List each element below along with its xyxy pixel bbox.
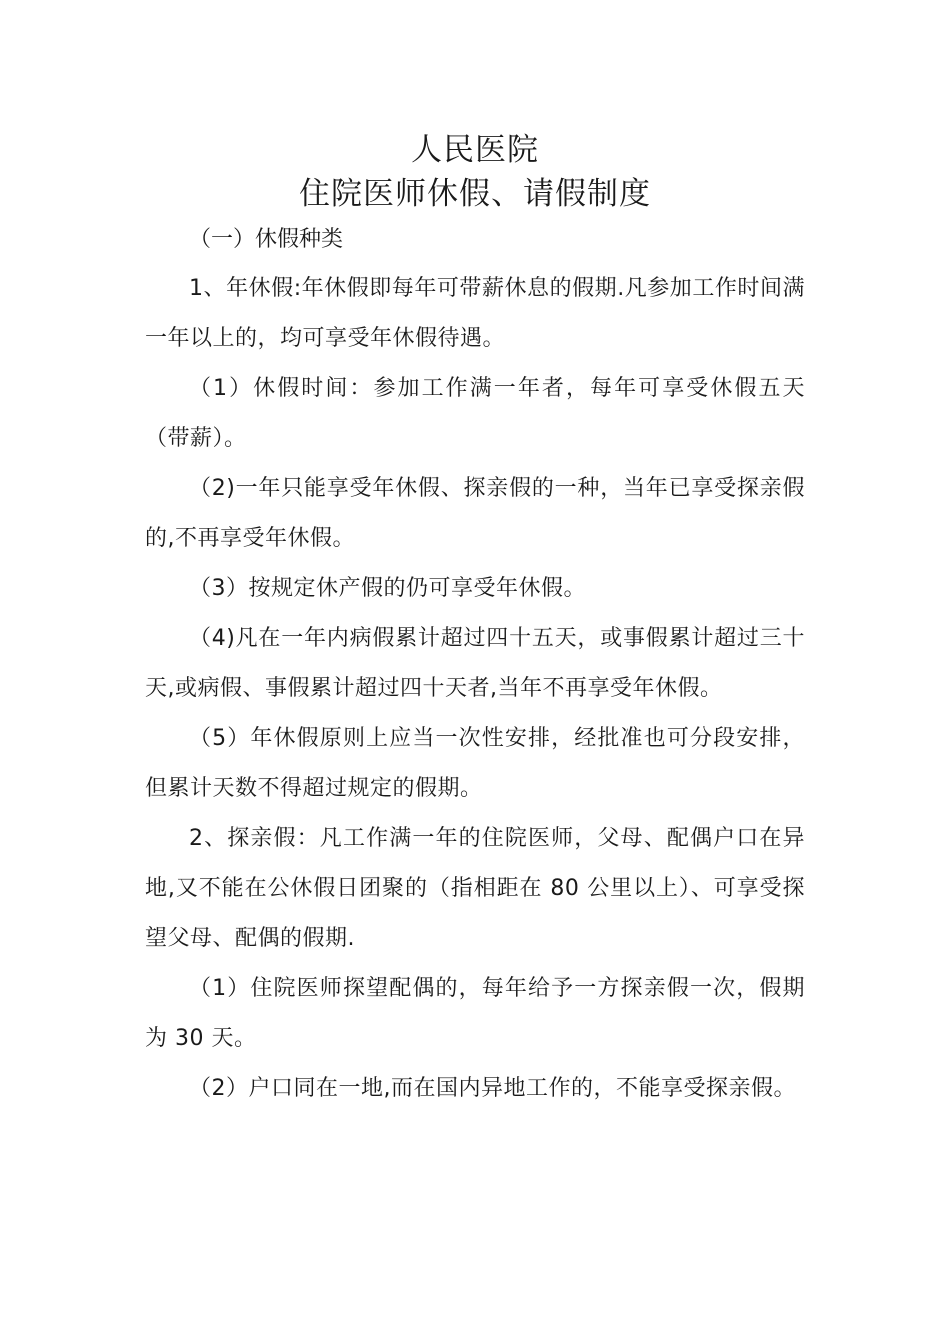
paragraph-annual-leave: 1、年休假:年休假即每年可带薪休息的假期.凡参加工作时间满一年以上的，均可享受年休假待遇。 (145, 276, 805, 351)
paragraph-family-visit-leave: 2、探亲假：凡工作满一年的住院医师，父母、配偶户口在异地,又不能在公休假日团聚的（指相距在 80 公里以上）、可享受探望父母、配偶的假期. (145, 826, 805, 951)
paragraph-same-household: （2）户口同在一地,而在国内异地工作的，不能享受探亲假。 (189, 1076, 796, 1101)
paragraph-leave-limits: （4)凡在一年内病假累计超过四十五天，或事假累计超过三十天,或病假、事假累计超过四十天者,当年不再享受年休假。 (145, 626, 805, 701)
paragraph-maternity-leave: （3）按规定休产假的仍可享受年休假。 (189, 576, 586, 601)
document-body (145, 122, 805, 1114)
document-title: 人民医院 (411, 132, 539, 168)
section-heading: （一）休假种类 (189, 227, 344, 252)
paragraph-spouse-visit: （1）住院医师探望配偶的，每年给予一方探亲假一次，假期为 30 天。 (145, 976, 805, 1051)
paragraph-annual-leave-duration: （1）休假时间：参加工作满一年者，每年可享受休假五天（带薪）。 (145, 376, 805, 451)
paragraph-leave-arrangement: （5）年休假原则上应当一次性安排，经批准也可分段安排，但累计天数不得超过规定的假期。 (145, 726, 805, 801)
paragraph-annual-leave-exclusive: （2)一年只能享受年休假、探亲假的一种，当年已享受探亲假的,不再享受年休假。 (145, 476, 805, 551)
document-subtitle: 住院医师休假、请假制度 (299, 176, 651, 212)
